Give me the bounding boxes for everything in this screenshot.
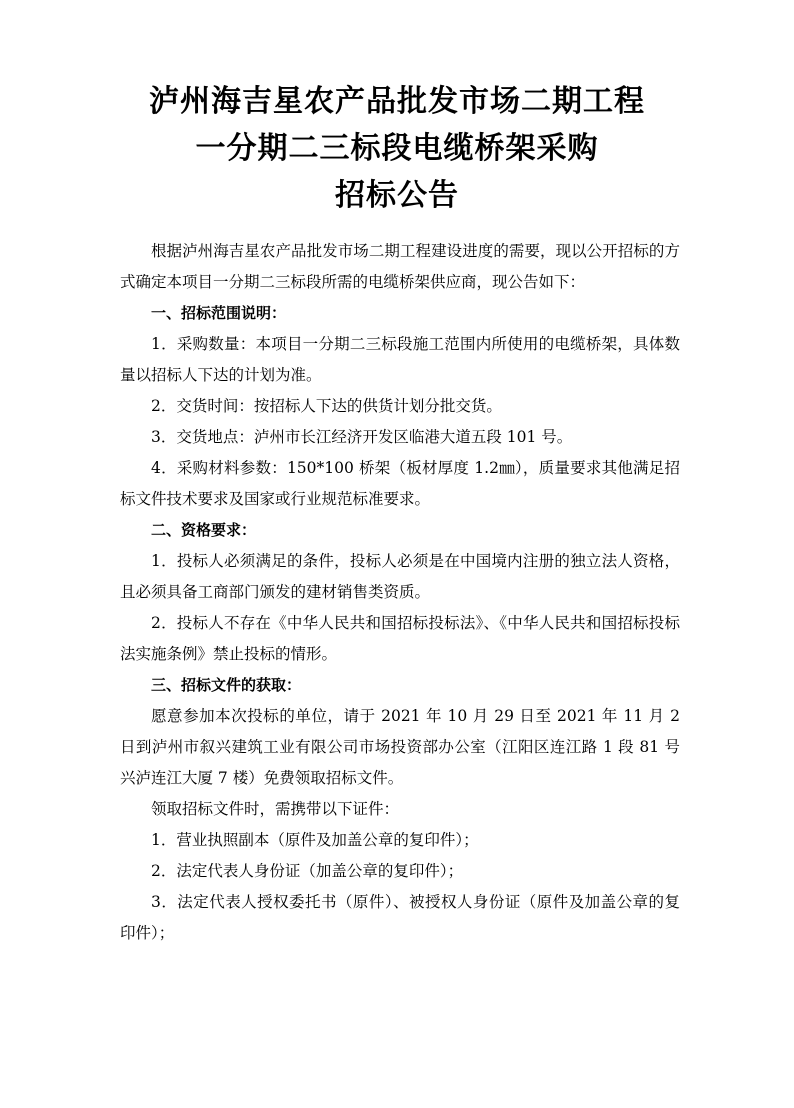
section-1-item-4: 4．采购材料参数：150*100 桥架（板材厚度 1.2㎜），质量要求其他满足招标文件技术要求及国家或行业规范标准要求。: [120, 459, 680, 508]
title-line-2: 一分期二三标段电缆桥架采购: [195, 131, 599, 166]
intro-paragraph: 根据泸州海吉星农产品批发市场二期工程建设进度的需要，现以公开招标的方式确定本项目一分期二三标段所需的电缆桥架供应商，现公告如下：: [120, 242, 680, 291]
section-2-item-1: 1．投标人必须满足的条件，投标人必须是在中国境内注册的独立法人资格，且必须具备工商部门颁发的建材销售类资质。: [120, 552, 680, 601]
section-1-item-2: 2．交货时间：按招标人下达的供货计划分批交货。: [151, 397, 502, 415]
section-3-item-1: 1．营业执照副本（原件及加盖公章的复印件）；: [151, 831, 479, 849]
section-3-item-3: 3．法定代表人授权委托书（原件）、被授权人身份证（原件及加盖公章的复印件）；: [120, 893, 680, 942]
section-1-item-3: 3．交货地点：泸州市长江经济开发区临港大道五段 101 号。: [151, 428, 573, 446]
section-3-paragraph-2: 领取招标文件时，需携带以下证件：: [151, 800, 400, 818]
section-3-paragraph-1: 愿意参加本次投标的单位，请于 2021 年 10 月 29 日至 2021 年 11 月 2 日到泸州市叙兴建筑工业有限公司市场投资部办公室（江阳区连江路 1 段 81 号兴泸连江大厦 7 楼）免费领取招标文件。: [120, 707, 680, 787]
section-1-item-1: 1．采购数量：本项目一分期二三标段施工范围内所使用的电缆桥架，具体数量以招标人下达的计划为准。: [120, 335, 680, 384]
section-2-item-2: 2．投标人不存在《中华人民共和国招标投标法》、《中华人民共和国招标投标法实施条例》禁止投标的情形。: [120, 614, 680, 663]
title-line-3: 招标公告: [335, 178, 459, 213]
section-2-heading: 二、资格要求：: [151, 521, 257, 539]
document-title: [0, 78, 794, 219]
section-1-heading: 一、招标范围说明：: [151, 304, 287, 322]
section-3-heading: 三、招标文件的获取：: [151, 676, 302, 694]
section-3-item-2: 2．法定代表人身份证（加盖公章的复印件）；: [151, 862, 464, 880]
title-line-1: 泸州海吉星农产品批发市场二期工程: [149, 84, 645, 119]
document-body: [120, 236, 680, 949]
